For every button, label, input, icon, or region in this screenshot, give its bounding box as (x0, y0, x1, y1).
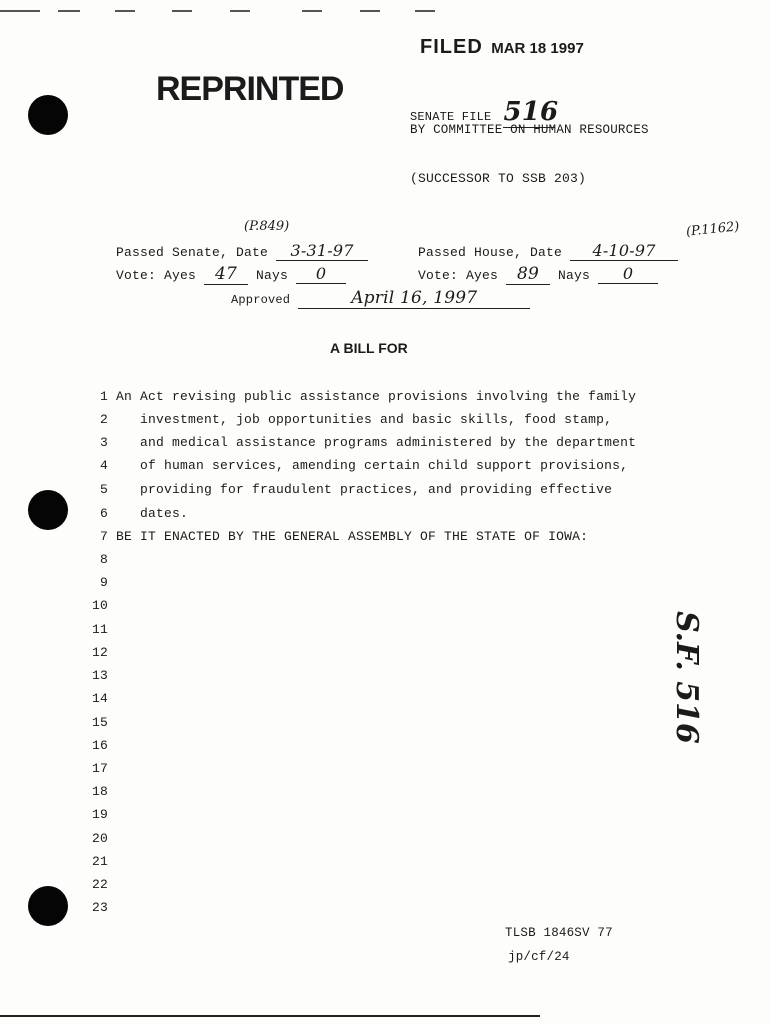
filed-date: MAR 18 1997 (491, 40, 584, 57)
bill-heading: A BILL FOR (330, 340, 408, 356)
passed-house-label: Passed House, Date (418, 245, 563, 260)
line-text: dates. (116, 506, 189, 521)
line-number: 23 (91, 900, 108, 915)
scan-dash (172, 10, 192, 12)
line-number: 18 (91, 784, 108, 799)
line-text: investment, job opportunities and basic skills, food stamp, (116, 412, 613, 427)
line-number: 15 (91, 715, 108, 730)
footer-code: TLSB 1846SV 77 (505, 926, 613, 940)
senate-nays: 0 (296, 264, 346, 284)
passed-house-date: 4-10-97 (570, 241, 678, 261)
line-number: 2 (99, 412, 108, 427)
line-number: 6 (99, 506, 108, 521)
line-number: 5 (99, 482, 108, 497)
punch-hole (28, 886, 68, 926)
line-text: and medical assistance programs administered by the department (116, 435, 637, 450)
line-number: 12 (91, 645, 108, 660)
line-text: providing for fraudulent practices, and providing effective (116, 482, 613, 497)
line-number: 17 (91, 761, 108, 776)
scan-dash (58, 10, 80, 12)
house-ayes: 89 (506, 264, 550, 285)
by-line: BY COMMITTEE ON HUMAN RESOURCES (410, 123, 649, 137)
reprinted-stamp: REPRINTED (156, 70, 344, 108)
line-number: 10 (91, 598, 108, 613)
senate-page-note: (P.849) (244, 219, 290, 234)
passed-senate-label: Passed Senate, Date (116, 245, 269, 260)
passed-house-row (418, 241, 678, 261)
approved-label: Approved (231, 293, 291, 307)
line-number: 16 (91, 738, 108, 753)
filed-stamp (420, 36, 584, 59)
filed-label: FILED (420, 36, 483, 58)
line-number: 9 (99, 575, 108, 590)
scan-dash (415, 10, 435, 12)
line-number: 14 (91, 691, 108, 706)
scan-dash (230, 10, 250, 12)
punch-hole (28, 95, 68, 135)
punch-hole (28, 490, 68, 530)
line-number: 1 (99, 389, 108, 404)
approved-row (231, 288, 530, 309)
line-text: An Act revising public assistance provisions involving the family (116, 389, 637, 404)
house-nays-label: Nays (558, 268, 591, 283)
senate-vote-row (116, 264, 346, 285)
senate-ayes: 47 (204, 264, 248, 285)
house-nays: 0 (598, 264, 658, 284)
senate-nays-label: Nays (256, 268, 289, 283)
line-number: 11 (91, 622, 108, 637)
passed-senate-row (116, 241, 368, 261)
successor-line: (SUCCESSOR TO SSB 203) (410, 171, 587, 186)
senate-vote-label: Vote: Ayes (116, 268, 197, 283)
line-text: of human services, amending certain child support provisions, (116, 458, 629, 473)
line-number: 7 (99, 529, 108, 544)
house-vote-row (418, 264, 658, 285)
house-page-note: (P.1162) (685, 219, 741, 240)
scan-dash (115, 10, 135, 12)
senate-file-number: 516 (503, 97, 559, 127)
bottom-rule (0, 1015, 540, 1017)
line-number: 22 (91, 877, 108, 892)
scan-dash (360, 10, 380, 12)
line-text: BE IT ENACTED BY THE GENERAL ASSEMBLY OF THE STATE OF IOWA: (116, 529, 589, 544)
scan-dash (0, 10, 40, 12)
footer-initials: jp/cf/24 (508, 950, 570, 964)
passed-senate-date: 3-31-97 (276, 241, 368, 261)
margin-note: S.F. 516 (668, 611, 704, 744)
line-number: 4 (99, 458, 108, 473)
line-number: 20 (91, 831, 108, 846)
line-number: 13 (91, 668, 108, 683)
line-number: 19 (91, 807, 108, 822)
line-number: 8 (99, 552, 108, 567)
line-number: 21 (91, 854, 108, 869)
scan-dash (302, 10, 322, 12)
line-number: 3 (99, 435, 108, 450)
senate-file-label: SENATE FILE (410, 110, 492, 124)
approved-date: April 16, 1997 (298, 288, 530, 309)
house-vote-label: Vote: Ayes (418, 268, 499, 283)
